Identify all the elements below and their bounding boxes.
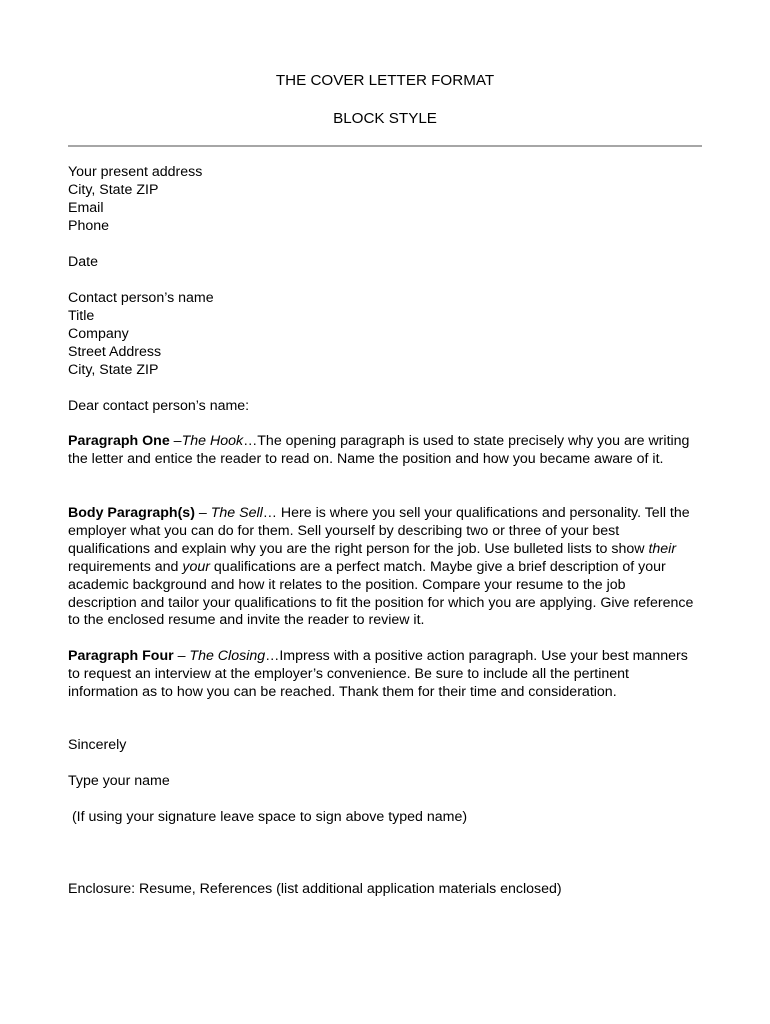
sender-city: City, State ZIP — [68, 181, 159, 198]
body-paragraph-emphasis-their: their — [648, 540, 677, 557]
body-paragraph-dash: – — [194, 505, 211, 521]
paragraph-one-subtitle: The Hook — [181, 433, 244, 449]
closing: Sincerely — [68, 737, 127, 753]
body-paragraph-emphasis-your: your — [182, 558, 210, 575]
paragraph-four — [68, 648, 694, 702]
sender-email: Email — [68, 199, 104, 216]
paragraph-four-subtitle: The Closing — [189, 648, 266, 664]
sender-phone: Phone — [68, 217, 110, 234]
salutation: Dear contact person’s name: — [68, 398, 250, 414]
document-subtitle: BLOCK STYLE — [333, 110, 437, 127]
paragraph-one — [68, 433, 694, 469]
horizontal-divider — [68, 145, 702, 147]
date-line: Date — [68, 254, 98, 270]
body-paragraph-text-2: requirements and — [68, 558, 183, 575]
paragraph-four-dash: – — [173, 648, 190, 664]
body-paragraph — [68, 505, 694, 630]
body-paragraph-label: Body Paragraph(s) — [68, 505, 195, 521]
paragraph-four-label: Paragraph Four — [68, 648, 174, 664]
signature-note: (If using your signature leave space to sign above typed name) — [68, 809, 468, 825]
paragraph-one-label: Paragraph One — [68, 433, 170, 449]
document-title: THE COVER LETTER FORMAT — [275, 72, 495, 89]
recipient-street: Street Address — [68, 343, 162, 360]
recipient-name: Contact person’s name — [68, 290, 214, 306]
recipient-address-block — [68, 290, 694, 380]
body-paragraph-subtitle: The Sell — [210, 505, 263, 521]
body-paragraph-text-3: qualifications are a perfect match. Maybe give a brief description of your academic background and how it relates to the position. Compare your resume to the job description and tailor your qualifications to fit the position for which you are applying. Give reference to the enclosed resume and invite the reader to review it. — [68, 558, 694, 629]
paragraph-one-body: …The opening paragraph is used to state precisely why you are writing the letter and entice the reader to read on. Name the position and how you became aware of it. — [68, 433, 690, 467]
paragraph-one-dash: – — [169, 433, 182, 449]
typed-name: Type your name — [68, 773, 170, 789]
sender-address-block — [68, 164, 694, 236]
recipient-city: City, State ZIP — [68, 361, 159, 378]
paragraph-four-body: …Impress with a positive action paragraph. Use your best manners to request an interview at the employer’s convenience. Be sure to include all the pertinent information as to how you can be reached. Thank them for their time and consideration. — [68, 648, 688, 700]
enclosure-line: Enclosure: Resume, References (list additional application materials enclosed) — [68, 881, 562, 897]
recipient-company: Company — [68, 325, 129, 342]
body-paragraph-text-1: … Here is where you sell your qualifications and personality. Tell the employer what you can do for them. Sell yourself by describing two or three of your best qualifications and explain why you are the right person for the job. Use bulleted lists to show — [68, 505, 690, 557]
sender-address: Your present address — [68, 164, 203, 180]
recipient-title: Title — [68, 307, 95, 324]
